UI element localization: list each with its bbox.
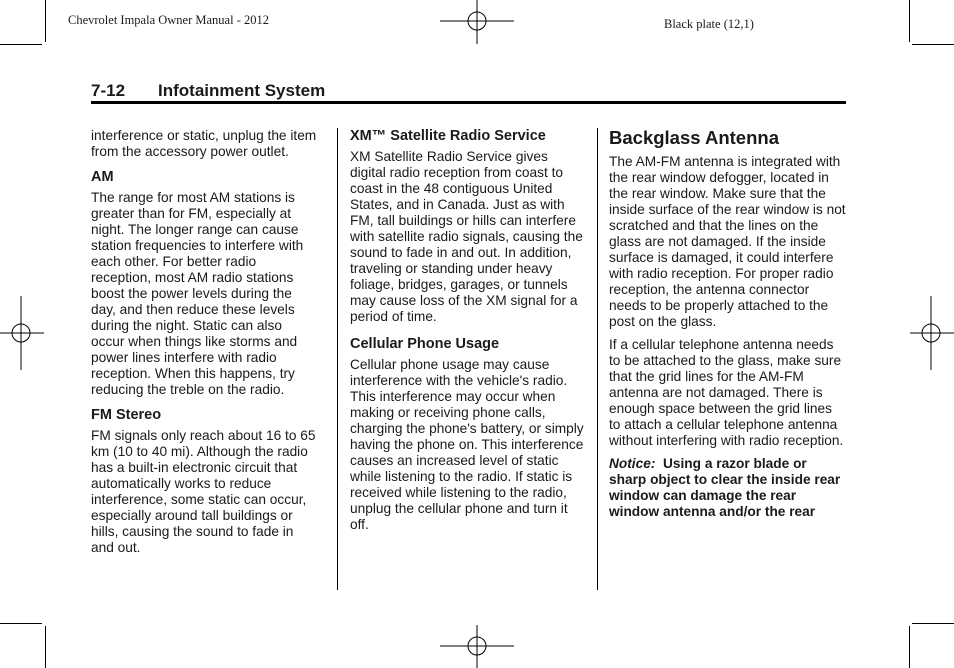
am-heading: AM: [91, 169, 114, 185]
cellular-phone-paragraph: Cellular phone usage may cause interference with the vehicle's radio. This interference may occur when making or receiving phone calls, charging the phone's battery, or simply having the phone on. This interference causes an increased level of static while listening to the radio. If static is received while listening to the radio, unplug the cellular phone and turn it off.: [350, 357, 584, 532]
backglass-paragraph-1: The AM-FM antenna is integrated with the rear window defogger, located in the rear window. Make sure that the inside surface of the rear window is not scratched and that the lines on the glass are not damaged. If the inside surface is damaged, it could interfere with radio reception. For proper radio reception, the antenna connector needs to be properly attached to the post on the glass.: [609, 154, 846, 329]
manual-title: Chevrolet Impala Owner Manual - 2012: [68, 13, 269, 27]
crop-mark-bottom-right-vertical: [909, 626, 910, 668]
intro-paragraph: interference or static, unplug the item from the accessory power outlet.: [91, 128, 317, 159]
xm-satellite-heading: XM™ Satellite Radio Service: [350, 128, 546, 144]
fm-stereo-heading: FM Stereo: [91, 407, 162, 423]
column-2: [350, 126, 586, 540]
plate-label: Black plate (12,1): [664, 17, 754, 31]
cellular-phone-heading: Cellular Phone Usage: [350, 336, 500, 352]
crop-mark-top-left-vertical: [45, 0, 46, 42]
backglass-paragraph-2: If a cellular telephone antenna needs to be attached to the glass, make sure that the grid lines for the AM-FM antenna are not damaged. There is enough space between the grid lines to attach a cellular telephone antenna without interfering with radio reception.: [609, 337, 844, 448]
column-divider-1: [337, 128, 338, 590]
registration-mark-top: [440, 0, 514, 44]
column-3: [609, 125, 846, 527]
notice-label: Notice:: [609, 456, 656, 471]
section-title: Infotainment System: [158, 81, 326, 100]
registration-mark-bottom: [440, 625, 514, 668]
page-number: 7-12: [91, 81, 126, 100]
crop-mark-top-right-horizontal: [912, 44, 954, 45]
section-rule: [91, 101, 846, 104]
column-divider-2: [597, 128, 598, 590]
backglass-antenna-heading: Backglass Antenna: [609, 127, 779, 148]
section-header: [91, 80, 846, 102]
am-paragraph: The range for most AM stations is greater than for FM, especially at night. The longer range can cause station frequencies to interfere with each other. For better radio reception, most AM radio stations boost the power levels during the day, and then reduce these levels during the night. Static can also occur when things like storms and power lines interfere with radio reception. When this happens, try reducing the treble on the radio.: [91, 190, 304, 397]
crop-mark-top-left-horizontal: [0, 44, 42, 45]
crop-mark-bottom-right-horizontal: [912, 623, 954, 624]
registration-mark-right: [910, 296, 954, 370]
xm-satellite-paragraph: XM Satellite Radio Service gives digital radio reception from coast to coast in the 48 contiguous United States, and in Canada. Just as with FM, tall buildings or hills can interfere with satellite radio signals, causing the sound to fade in and out. In addition, traveling or standing under heavy foliage, bridges, garages, or tunnels may cause loss of the XM signal for a period of time.: [350, 149, 583, 324]
crop-mark-top-right-vertical: [909, 0, 910, 42]
notice-text: Using a razor blade or sharp object to clear the inside rear window can damage the rear window antenna and/or the rear: [609, 456, 841, 519]
fm-stereo-paragraph: FM signals only reach about 16 to 65 km (10 to 40 mi). Although the radio has a built-in electronic circuit that automatically works to reduce interference, some static can occur, especially around tall buildings or hills, causing the sound to fade in and out.: [91, 428, 316, 555]
crop-mark-bottom-left-horizontal: [0, 623, 42, 624]
notice-paragraph: [609, 456, 846, 520]
registration-mark-left: [0, 296, 44, 370]
crop-mark-bottom-left-vertical: [45, 626, 46, 668]
column-1: [91, 128, 319, 563]
